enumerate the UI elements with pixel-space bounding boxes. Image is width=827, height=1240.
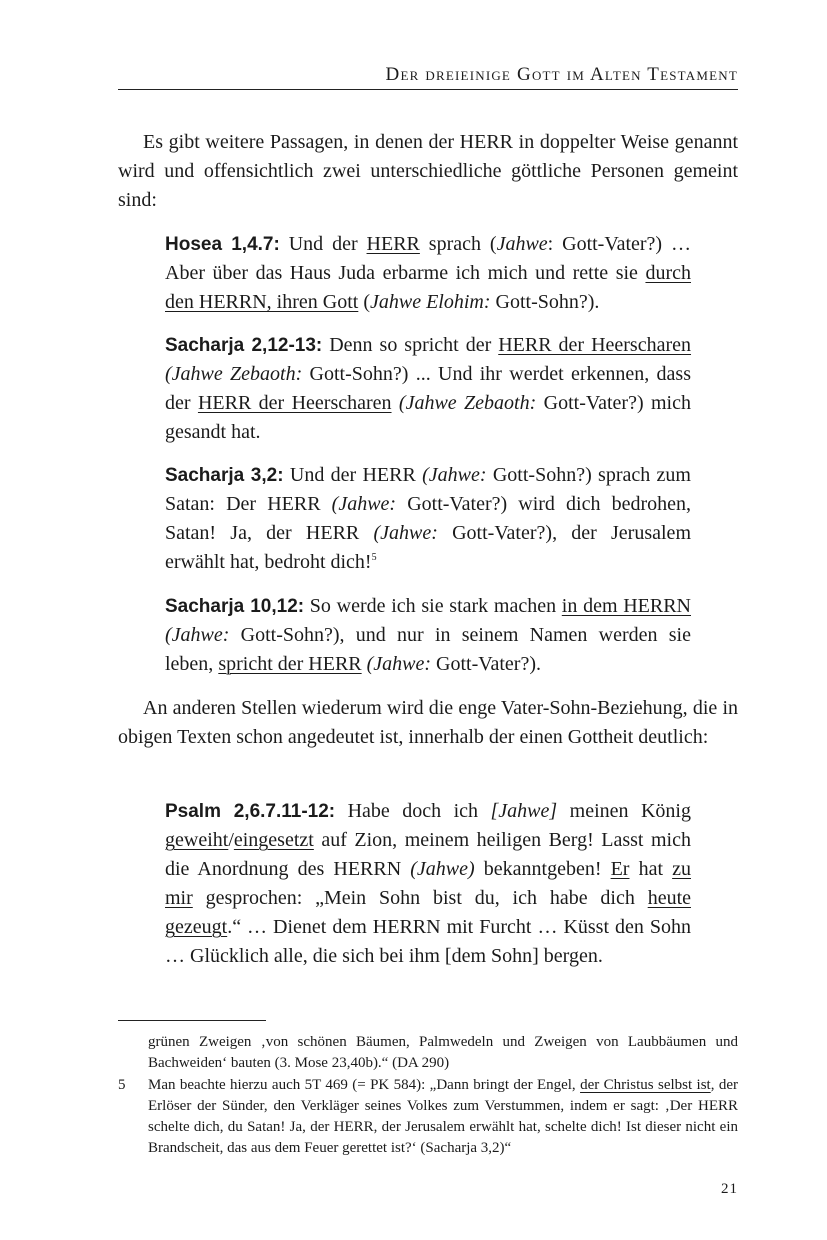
quote-psalm-2 bbox=[165, 797, 691, 971]
footnote-marker[interactable]: 5 bbox=[371, 552, 377, 563]
quote-text: .“ … Dienet dem HERRN mit Furcht … Küsst den Sohn … Glücklich alle, die sich bei ihm [dem Sohn] bergen. bbox=[165, 916, 691, 967]
quote-text: Gott-Sohn?) sprach zum Satan: Der HERR bbox=[165, 464, 691, 515]
quote-text: sprach ( bbox=[419, 233, 497, 255]
quote-text: Gott-Vater?), der Jerusalem erwählt hat, bedroht dich! bbox=[165, 522, 691, 573]
quote-sacharja-3 bbox=[165, 461, 691, 577]
italic-text: (Jahwe: bbox=[366, 653, 432, 675]
italic-text: (Jahwe: bbox=[422, 464, 487, 486]
underlined-text: in dem HERRN bbox=[561, 595, 691, 617]
italic-text: (Jahwe) bbox=[410, 858, 475, 880]
quote-ref: Psalm 2,6.7.11-12: bbox=[165, 801, 336, 822]
italic-text: (Jahwe: bbox=[373, 522, 438, 544]
underlined-text: HERR bbox=[366, 233, 420, 255]
quote-hosea bbox=[165, 230, 691, 317]
footnote-5 bbox=[148, 1075, 738, 1159]
quote-text: Gott-Vater?). bbox=[431, 653, 541, 675]
quote-text: Gott-Sohn?) ... Und ihr werdet erkennen, dass der bbox=[165, 363, 691, 414]
footnote-number: 5 bbox=[118, 1077, 126, 1093]
quote-text: : Gott-Vater?) … Aber über das Haus Juda erbarme ich mich und rette sie bbox=[165, 233, 691, 284]
quote-sacharja-2 bbox=[165, 331, 691, 447]
quote-text: gesprochen: „Mein Sohn bist du, ich habe dich bbox=[192, 887, 648, 909]
quote-text: Habe doch ich bbox=[335, 800, 491, 822]
underlined-text: zu mir bbox=[165, 858, 691, 909]
italic-text: (Jahwe Zebaoth: bbox=[165, 363, 303, 385]
page-number: 21 bbox=[721, 1181, 738, 1197]
footnote-separator bbox=[118, 1020, 266, 1021]
italic-text: Jahwe Elohim: bbox=[369, 291, 491, 313]
footnote-text: , der Erlöser der Sünder, den Verkläger seines Volkes zum Verstummen, indem er sagt: ‚Der HERR schelte dich, du Satan! Ja, der HERR, der Jerusalem erwählt hat, schelte dich! Ist dieser nicht ein Brandscheit, das aus dem Feuer gerettet ist?‘ (Sacharja 3,2)“ bbox=[148, 1077, 738, 1156]
underlined-text: HERR der Heerscharen bbox=[197, 392, 392, 414]
underlined-text: geweiht bbox=[165, 829, 229, 851]
underlined-text: der Christus selbst ist bbox=[580, 1077, 711, 1093]
quote-text: Denn so spricht der bbox=[322, 334, 499, 356]
quote-text: Gott-Vater?) wird dich bedrohen, Satan! Ja, der HERR bbox=[165, 493, 691, 544]
quote-text: Und der HERR bbox=[283, 464, 423, 486]
quote-text: Gott-Sohn?). bbox=[490, 291, 600, 313]
quote-ref: Sacharja 3,2: bbox=[165, 465, 284, 486]
middle-paragraph: An anderen Stellen wiederum wird die enge Vater-Sohn-Beziehung, die in obigen Texten schon angedeutet ist, innerhalb der einen Gottheit deutlich: bbox=[118, 697, 738, 748]
quote-text: Und der bbox=[279, 233, 367, 255]
italic-text: (Jahwe Zebaoth: bbox=[398, 392, 537, 414]
running-header bbox=[118, 62, 738, 90]
underlined-text: spricht der HERR bbox=[218, 653, 362, 675]
intro-paragraph: Es gibt weitere Passagen, in denen der HERR in doppelter Weise genannt wird und offensichtlich zwei unterschiedliche göttliche Personen gemeint sind: bbox=[118, 131, 738, 211]
italic-text: (Jahwe: bbox=[331, 493, 397, 515]
underlined-text: Er bbox=[610, 858, 630, 880]
quote-ref: Sacharja 2,12-13: bbox=[165, 335, 323, 356]
quote-text: meinen König bbox=[557, 800, 691, 822]
italic-text: Jahwe bbox=[496, 233, 548, 255]
underlined-text: heute gezeugt bbox=[165, 887, 691, 938]
underlined-text: durch den HERRN, ihren Gott bbox=[165, 262, 691, 313]
quote-ref: Hosea 1,4.7: bbox=[165, 234, 280, 255]
quote-text bbox=[392, 392, 399, 414]
quote-text: bekanntgeben! bbox=[474, 858, 611, 880]
italic-text: [Jahwe] bbox=[490, 800, 558, 822]
underlined-text: HERR der Heerscharen bbox=[498, 334, 692, 356]
quote-ref: Sacharja 10,12: bbox=[165, 596, 305, 617]
header-title: Der dreieinige Gott im Alten Testament bbox=[385, 64, 738, 85]
quote-text: auf Zion, meinem heiligen Berg! Lasst mich die Anordnung des HERRN bbox=[165, 829, 691, 880]
quote-text: hat bbox=[629, 858, 673, 880]
underlined-text: eingesetzt bbox=[233, 829, 314, 851]
footnote-continuation: grünen Zweigen ‚von schönen Bäumen, Palmwedeln und Zweigen von Laubbäumen und Bachweiden‘ bauten (3. Mose 23,40b).“ (DA 290) bbox=[148, 1034, 738, 1071]
quote-text: Gott-Sohn?), und nur in seinem Namen werden sie leben, bbox=[165, 624, 691, 675]
quote-text: / bbox=[228, 829, 234, 851]
footnote-text: Man beachte hierzu auch 5T 469 (= PK 584): „Dann bringt der Engel, bbox=[148, 1077, 581, 1093]
italic-text: (Jahwe: bbox=[165, 624, 230, 646]
quote-text: Gott-Vater?) mich gesandt hat. bbox=[165, 392, 691, 443]
quote-text: So werde ich sie stark machen bbox=[304, 595, 562, 617]
quote-sacharja-10 bbox=[165, 592, 691, 679]
quote-text: ( bbox=[358, 291, 370, 313]
